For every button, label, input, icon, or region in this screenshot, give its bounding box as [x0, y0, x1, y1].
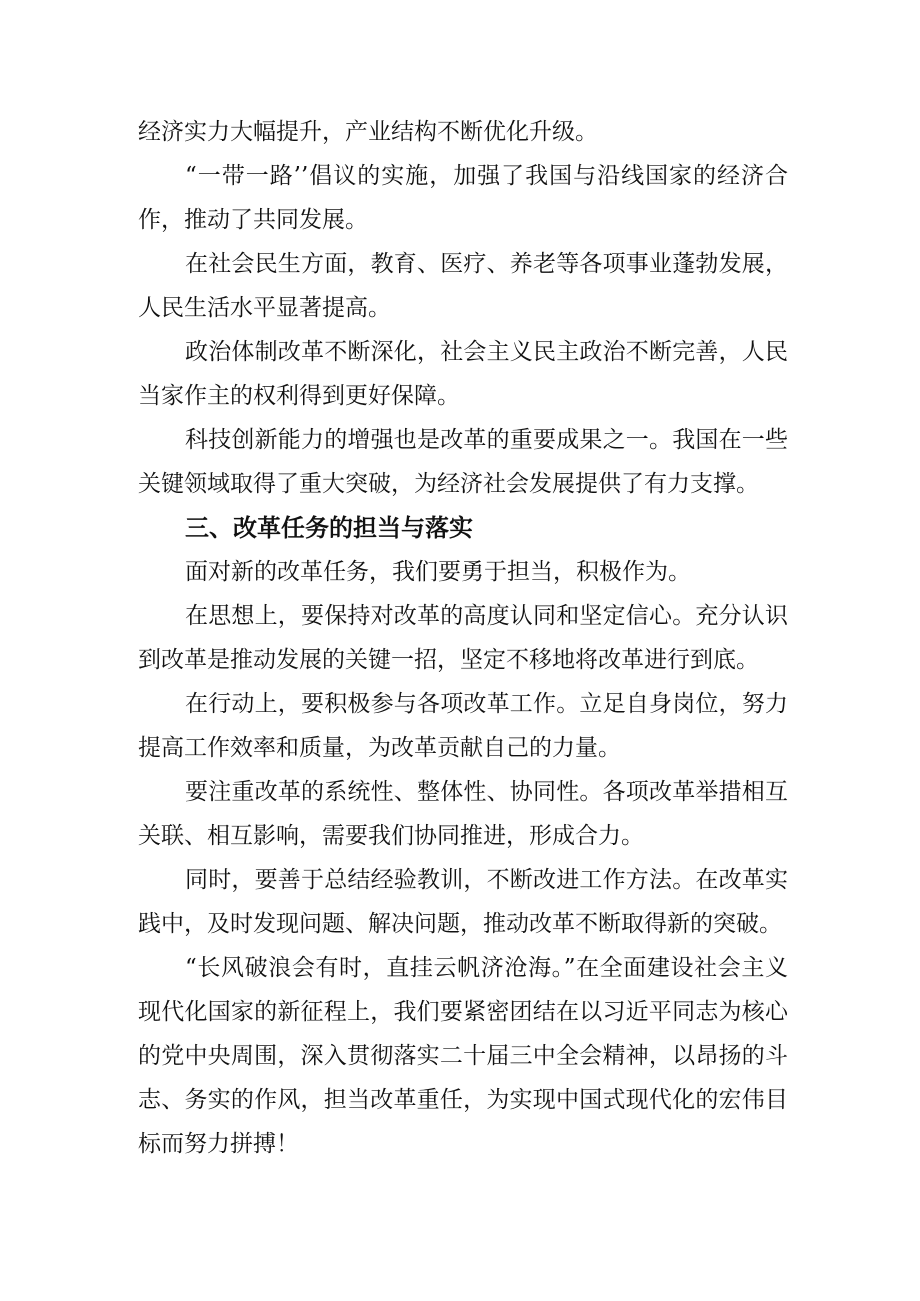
paragraph-innovation: 科技创新能力的增强也是改革的重要成果之一。我国在一些关键领域取得了重大突破，为经济社会发展提供了有力支撑。 — [138, 427, 788, 497]
paragraph-livelihood: 在社会民生方面，教育、医疗、养老等各项事业蓬勃发展，人民生活水平显著提高。 — [138, 251, 788, 321]
paragraph-summary-experience: 同时，要善于总结经验教训，不断改进工作方法。在改革实践中，及时发现问题、解决问题，推动改革不断取得新的突破。 — [138, 867, 788, 937]
paragraph-economy: 经济实力大幅提升，产业结构不断优化升级。 — [138, 119, 598, 145]
paragraph-task-intro: 面对新的改革任务，我们要勇于担当，积极作为。 — [185, 559, 691, 585]
paragraph-thought: 在思想上，要保持对改革的高度认同和坚定信心。充分认识到改革是推动发展的关键一招，坚定不移地将改革进行到底。 — [138, 603, 788, 673]
section-heading: 三、改革任务的担当与落实 — [185, 514, 473, 542]
paragraph-belt-road: “一带一路’’倡议的实施，加强了我国与沿线国家的经济合作，推动了共同发展。 — [138, 163, 788, 233]
paragraph-action: 在行动上，要积极参与各项改革工作。立足自身岗位，努力提高工作效率和质量，为改革贡献自己的力量。 — [138, 691, 788, 761]
paragraph-political-reform: 政治体制改革不断深化，社会主义民主政治不断完善，人民当家作主的权利得到更好保障。 — [138, 339, 788, 409]
document-body — [138, 110, 788, 1166]
paragraph-systematic: 要注重改革的系统性、整体性、协同性。各项改革举措相互关联、相互影响，需要我们协同推进，形成合力。 — [138, 779, 788, 849]
paragraph-conclusion: “长风破浪会有时，直挂云帆济沧海。”在全面建设社会主义现代化国家的新征程上，我们要紧密团结在以习近平同志为核心的党中央周围，深入贯彻落实二十届三中全会精神，以昂扬的斗志、务实的作风，担当改革重任，为实现中国式现代化的宏伟目标而努力拼搏！ — [138, 955, 788, 1157]
